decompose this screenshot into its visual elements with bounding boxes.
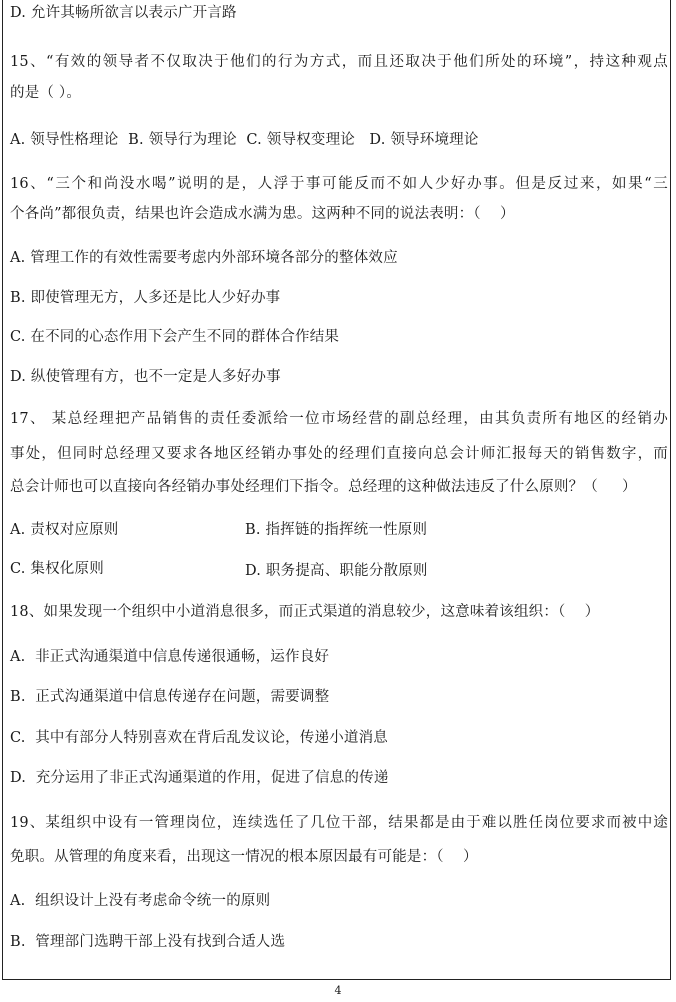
q15-stem-line-2: 的是（ ）。 — [10, 85, 82, 101]
q17-stem-line-3: 总会计师也可以直接向各经销办事处经理们下指令。总经理的这种做法违反了什么原则？（ ） — [10, 479, 637, 495]
q15-stem-line-1: 15、“有效的领导者不仅取决于他们的行为方式，而且还取决于他们所处的环境”，持这种观点 — [10, 54, 668, 70]
q16-option-d: D. 纵使管理有方，也不一定是人多好办事 — [10, 369, 281, 385]
q16-stem-line-2: 个各尚”都很负责，结果也许会造成水满为患。这两种不同的说法表明：（ ） — [10, 206, 515, 222]
q16-stem-line-1: 16、“三个和尚没水喝”说明的是，人浮于事可能反而不如人少好办事。但是反过来，如果“三 — [10, 176, 668, 192]
q17-option-c: C. 集权化原则 — [10, 561, 104, 577]
q16-option-a: A. 管理工作的有效性需要考虑内外部环境各部分的整体效应 — [10, 250, 398, 266]
q16-option-c: C. 在不同的心态作用下会产生不同的群体合作结果 — [10, 329, 340, 345]
q18-option-a: A. 非正式沟通渠道中信息传递很通畅，运作良好 — [10, 649, 330, 665]
q19-option-a: A. 组织设计上没有考虑命令统一的原则 — [10, 893, 271, 909]
q19-option-b: B. 管理部门选聘干部上没有找到合适人选 — [10, 934, 286, 950]
q18-option-b: B. 正式沟通渠道中信息传递存在问题，需要调整 — [10, 689, 330, 705]
q17-option-a: A. 责权对应原则 — [10, 522, 119, 538]
q16-option-b: B. 即使管理无方，人多还是比人少好办事 — [10, 290, 281, 306]
q17-stem-line-1: 17、 某总经理把产品销售的责任委派给一位市场经营的副总经理，由其负责所有地区的经销办 — [10, 411, 668, 427]
q17-option-d: D. 职务提高、职能分散原则 — [245, 563, 428, 579]
q17-option-b: B. 指挥链的指挥统一性原则 — [245, 522, 428, 538]
q18-option-c: C. 其中有部分人特别喜欢在背后乱发议论，传递小道消息 — [10, 730, 389, 746]
q17-stem-line-2: 事处，但同时总经理又要求各地区经销办事处的经理们直接向总会计师汇报每天的销售数字，而 — [10, 446, 668, 462]
page-number: 4 — [334, 984, 342, 997]
q19-stem-line-1: 19、某组织中设有一管理岗位，连续选任了几位干部，结果都是由于难以胜任岗位要求而被中途 — [10, 815, 668, 831]
q14-option-d: D. 允许其畅所欲言以表示广开言路 — [10, 5, 237, 21]
q18-stem: 18、如果发现一个组织中小道消息很多，而正式渠道的消息较少，这意味着该组织：（ ） — [10, 604, 600, 620]
q15-options: A. 领导性格理论 B. 领导行为理论 C. 领导权变理论 D. 领导环境理论 — [10, 132, 479, 148]
q19-stem-line-2: 免职。从管理的角度来看，出现这一情况的根本原因最有可能是：（ ） — [10, 849, 478, 865]
q18-option-d: D. 充分运用了非正式沟通渠道的作用，促进了信息的传递 — [10, 770, 389, 786]
